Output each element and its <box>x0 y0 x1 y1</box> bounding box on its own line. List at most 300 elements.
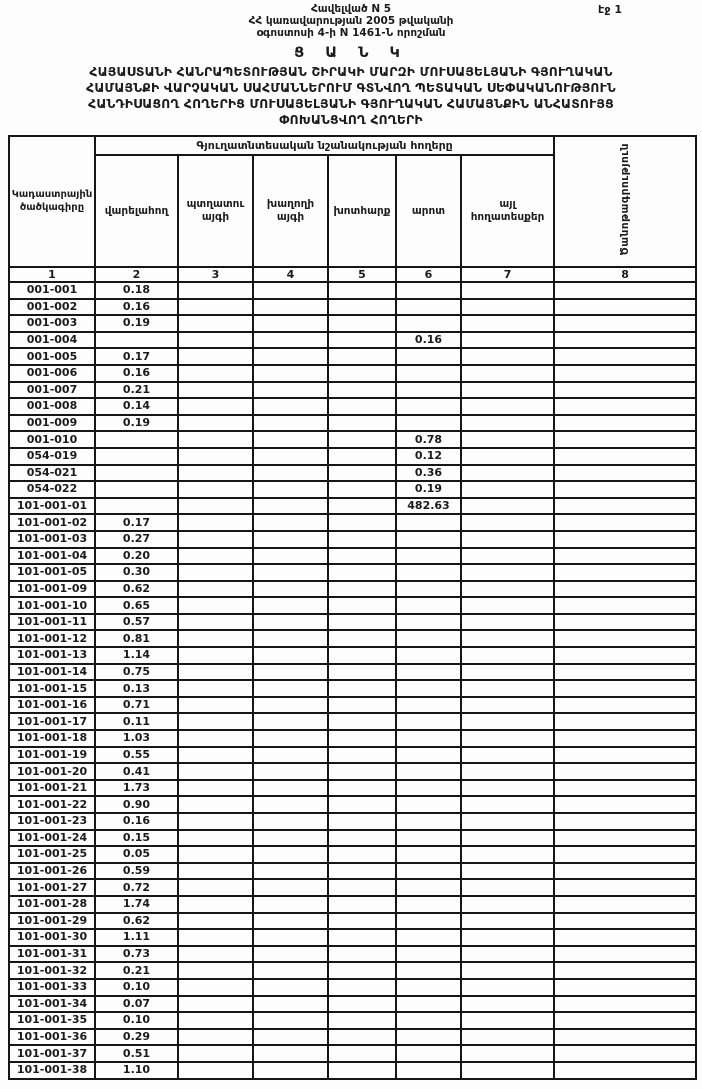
value-cell <box>554 564 696 581</box>
value-cell <box>554 630 696 647</box>
value-cell <box>554 465 696 482</box>
value-cell <box>396 614 461 631</box>
value-cell <box>554 713 696 730</box>
value-cell <box>461 763 554 780</box>
value-cell <box>396 514 461 531</box>
table-row <box>9 1029 696 1046</box>
cadastral-code-cell: 054-021 <box>9 465 95 482</box>
value-cell <box>461 382 554 399</box>
table-row <box>9 564 696 581</box>
value-cell <box>253 448 328 465</box>
value-cell <box>253 896 328 913</box>
cadastral-code-cell: 101-001-01 <box>9 498 95 515</box>
cadastral-code-cell: 101-001-02 <box>9 514 95 531</box>
value-cell <box>396 630 461 647</box>
cadastral-code-cell: 101-001-24 <box>9 830 95 847</box>
cadastral-code-cell: 101-001-21 <box>9 780 95 797</box>
value-cell <box>554 597 696 614</box>
value-cell <box>178 614 253 631</box>
cadastral-code-cell: 101-001-29 <box>9 913 95 930</box>
value-cell: 482.63 <box>396 498 461 515</box>
value-cell: 0.29 <box>95 1029 178 1046</box>
cadastral-code-cell: 001-006 <box>9 365 95 382</box>
value-cell <box>253 697 328 714</box>
cadastral-code-cell: 101-001-20 <box>9 763 95 780</box>
value-cell <box>461 747 554 764</box>
cadastral-code-cell: 101-001-15 <box>9 680 95 697</box>
value-cell <box>554 664 696 681</box>
value-cell <box>461 830 554 847</box>
value-cell <box>328 548 396 565</box>
value-cell <box>554 1012 696 1029</box>
value-cell <box>461 299 554 316</box>
value-cell <box>461 1045 554 1062</box>
value-cell <box>328 946 396 963</box>
value-cell <box>396 398 461 415</box>
value-cell: 0.73 <box>95 946 178 963</box>
value-cell <box>178 863 253 880</box>
value-cell <box>328 415 396 432</box>
value-cell <box>396 581 461 598</box>
table-row <box>9 697 696 714</box>
value-cell <box>178 1045 253 1062</box>
value-cell <box>396 863 461 880</box>
value-cell <box>253 481 328 498</box>
value-cell <box>253 946 328 963</box>
value-cell <box>461 929 554 946</box>
cadastral-code-cell: 001-002 <box>9 299 95 316</box>
value-cell: 0.81 <box>95 630 178 647</box>
value-cell: 0.71 <box>95 697 178 714</box>
value-cell <box>178 979 253 996</box>
value-cell <box>461 431 554 448</box>
value-cell: 0.21 <box>95 962 178 979</box>
value-cell <box>554 946 696 963</box>
value-cell <box>328 382 396 399</box>
value-cell <box>396 713 461 730</box>
value-cell <box>253 929 328 946</box>
value-cell <box>461 597 554 614</box>
appendix-line: Հավելված N 5 <box>310 3 392 15</box>
value-cell <box>396 996 461 1013</box>
value-cell: 1.10 <box>95 1062 178 1079</box>
value-cell <box>396 813 461 830</box>
value-cell <box>253 796 328 813</box>
table-row <box>9 896 696 913</box>
table-row <box>9 498 696 515</box>
value-cell: 0.18 <box>95 282 178 299</box>
value-cell <box>178 713 253 730</box>
value-cell <box>328 448 396 465</box>
table-row <box>9 597 696 614</box>
table-row <box>9 448 696 465</box>
value-cell <box>554 1062 696 1079</box>
value-cell: 0.17 <box>95 348 178 365</box>
value-cell <box>554 415 696 432</box>
value-cell <box>178 581 253 598</box>
value-cell <box>253 647 328 664</box>
value-cell <box>178 929 253 946</box>
value-cell <box>253 282 328 299</box>
value-cell <box>328 680 396 697</box>
cadastral-code-cell: 101-001-32 <box>9 962 95 979</box>
value-cell <box>554 398 696 415</box>
column-number-2: 2 <box>95 267 178 282</box>
value-cell <box>178 913 253 930</box>
value-cell <box>461 531 554 548</box>
column-header-other-lands: այլ հողատեսքեր <box>461 155 554 267</box>
value-cell <box>396 548 461 565</box>
cadastral-code-cell: 101-001-33 <box>9 979 95 996</box>
value-cell <box>178 564 253 581</box>
value-cell: 0.16 <box>95 365 178 382</box>
value-cell <box>253 680 328 697</box>
value-cell <box>396 382 461 399</box>
value-cell <box>178 498 253 515</box>
value-cell <box>554 979 696 996</box>
value-cell <box>396 796 461 813</box>
value-cell <box>178 514 253 531</box>
value-cell <box>253 398 328 415</box>
table-row <box>9 465 696 482</box>
value-cell <box>554 348 696 365</box>
value-cell <box>178 630 253 647</box>
value-cell <box>328 282 396 299</box>
value-cell <box>554 282 696 299</box>
value-cell <box>461 282 554 299</box>
value-cell <box>554 365 696 382</box>
value-cell <box>554 913 696 930</box>
value-cell: 1.14 <box>95 647 178 664</box>
value-cell <box>95 498 178 515</box>
cadastral-code-cell: 101-001-22 <box>9 796 95 813</box>
value-cell <box>95 481 178 498</box>
land-parcels-table <box>8 135 697 1080</box>
cadastral-code-cell: 001-009 <box>9 415 95 432</box>
title-line-1: ՀԱՅԱՍՏԱՆԻ ՀԱՆՐԱՊԵՏՈՒԹՅԱՆ ՇԻՐԱԿԻ ՄԱՐԶԻ ՄՈՒՍԱՅԵԼՅԱՆԻ ԳՅՈՒՂԱԿԱՆ <box>89 65 613 79</box>
value-cell <box>396 299 461 316</box>
table-row <box>9 282 696 299</box>
table-row <box>9 431 696 448</box>
value-cell <box>328 365 396 382</box>
value-cell: 0.05 <box>95 846 178 863</box>
value-cell <box>253 664 328 681</box>
value-cell: 0.90 <box>95 796 178 813</box>
value-cell <box>396 315 461 332</box>
value-cell <box>328 664 396 681</box>
column-number-8: 8 <box>554 267 696 282</box>
value-cell <box>554 481 696 498</box>
table-row <box>9 763 696 780</box>
cadastral-code-cell: 101-001-27 <box>9 879 95 896</box>
value-cell <box>328 830 396 847</box>
value-cell <box>554 299 696 316</box>
value-cell <box>461 1062 554 1079</box>
title-line-2: ՀԱՄԱՅՆՔԻ ՎԱՐՉԱԿԱՆ ՍԱՀՄԱՆՆԵՐՈՒՄ ԳՏՆՎՈՂ ՊԵՏԱԿԱՆ ՍԵՓԱԿԱՆՈՒԹՅՈՒՆ <box>86 81 616 95</box>
cadastral-code-cell: 001-004 <box>9 332 95 349</box>
value-cell <box>396 647 461 664</box>
cadastral-code-cell: 101-001-04 <box>9 548 95 565</box>
value-cell: 0.11 <box>95 713 178 730</box>
cadastral-code-cell: 054-022 <box>9 481 95 498</box>
value-cell <box>396 597 461 614</box>
list-heading: Ց Ա Ն Կ <box>294 45 408 61</box>
value-cell <box>328 962 396 979</box>
page-number: էջ 1 <box>598 3 622 16</box>
value-cell <box>554 763 696 780</box>
value-cell <box>461 780 554 797</box>
value-cell: 0.65 <box>95 597 178 614</box>
value-cell <box>396 747 461 764</box>
value-cell <box>178 680 253 697</box>
value-cell <box>253 431 328 448</box>
table-row <box>9 962 696 979</box>
value-cell: 0.19 <box>95 415 178 432</box>
column-header-hayfield: խոտհարք <box>328 155 396 267</box>
value-cell <box>461 415 554 432</box>
value-cell <box>461 498 554 515</box>
value-cell <box>396 879 461 896</box>
value-cell <box>461 946 554 963</box>
value-cell <box>328 913 396 930</box>
table-row <box>9 415 696 432</box>
cadastral-code-cell: 101-001-14 <box>9 664 95 681</box>
value-cell <box>328 929 396 946</box>
cadastral-code-cell: 101-001-17 <box>9 713 95 730</box>
cadastral-code-cell: 101-001-13 <box>9 647 95 664</box>
value-cell <box>328 730 396 747</box>
cadastral-code-cell: 101-001-36 <box>9 1029 95 1046</box>
value-cell <box>461 581 554 598</box>
cadastral-code-cell: 101-001-38 <box>9 1062 95 1079</box>
value-cell: 0.13 <box>95 680 178 697</box>
value-cell <box>178 548 253 565</box>
value-cell <box>178 382 253 399</box>
value-cell <box>328 846 396 863</box>
value-cell <box>396 962 461 979</box>
value-cell <box>253 614 328 631</box>
value-cell <box>328 1029 396 1046</box>
value-cell <box>554 962 696 979</box>
value-cell <box>396 365 461 382</box>
value-cell <box>253 531 328 548</box>
value-cell <box>328 465 396 482</box>
value-cell <box>178 647 253 664</box>
value-cell <box>328 863 396 880</box>
document-title <box>0 64 702 128</box>
column-header-fruit-orchard: պտղատու այգի <box>178 155 253 267</box>
value-cell <box>328 531 396 548</box>
value-cell: 0.62 <box>95 913 178 930</box>
table-row <box>9 581 696 598</box>
value-cell <box>328 896 396 913</box>
cadastral-code-cell: 101-001-28 <box>9 896 95 913</box>
value-cell: 0.55 <box>95 747 178 764</box>
value-cell <box>554 813 696 830</box>
value-cell <box>461 1012 554 1029</box>
value-cell <box>178 780 253 797</box>
value-cell <box>461 730 554 747</box>
value-cell <box>396 531 461 548</box>
table-row <box>9 514 696 531</box>
value-cell <box>461 664 554 681</box>
table-row <box>9 913 696 930</box>
value-cell: 0.10 <box>95 979 178 996</box>
value-cell <box>554 647 696 664</box>
value-cell: 0.16 <box>95 299 178 316</box>
value-cell: 0.27 <box>95 531 178 548</box>
value-cell <box>396 1012 461 1029</box>
value-cell <box>461 514 554 531</box>
table-row <box>9 713 696 730</box>
table-row <box>9 879 696 896</box>
value-cell <box>554 531 696 548</box>
value-cell <box>178 415 253 432</box>
value-cell <box>178 597 253 614</box>
value-cell <box>461 332 554 349</box>
value-cell <box>554 846 696 863</box>
column-number-5: 5 <box>328 267 396 282</box>
value-cell <box>554 498 696 515</box>
value-cell <box>396 730 461 747</box>
value-cell: 0.19 <box>396 481 461 498</box>
value-cell <box>253 979 328 996</box>
value-cell <box>461 1029 554 1046</box>
cadastral-code-cell: 101-001-05 <box>9 564 95 581</box>
value-cell <box>328 763 396 780</box>
value-cell <box>461 863 554 880</box>
value-cell: 0.72 <box>95 879 178 896</box>
value-cell <box>461 614 554 631</box>
table-row <box>9 863 696 880</box>
table-row <box>9 647 696 664</box>
value-cell <box>253 1029 328 1046</box>
cadastral-code-cell: 001-001 <box>9 282 95 299</box>
value-cell <box>253 780 328 797</box>
value-cell <box>178 879 253 896</box>
value-cell <box>178 730 253 747</box>
table-row <box>9 365 696 382</box>
value-cell <box>554 332 696 349</box>
cadastral-code-cell: 101-001-34 <box>9 996 95 1013</box>
value-cell <box>396 282 461 299</box>
value-cell <box>328 813 396 830</box>
column-number-7: 7 <box>461 267 554 282</box>
value-cell <box>253 962 328 979</box>
table-row <box>9 398 696 415</box>
value-cell <box>178 996 253 1013</box>
value-cell: 0.59 <box>95 863 178 880</box>
column-header-cadastral-code: Կադաստրային ծածկագիրը <box>9 136 95 267</box>
value-cell: 0.07 <box>95 996 178 1013</box>
cadastral-code-cell: 001-005 <box>9 348 95 365</box>
cadastral-code-cell: 101-001-16 <box>9 697 95 714</box>
table-row <box>9 548 696 565</box>
table-row <box>9 531 696 548</box>
column-header-pasture: արոտ <box>396 155 461 267</box>
cadastral-code-cell: 101-001-30 <box>9 929 95 946</box>
value-cell <box>253 315 328 332</box>
value-cell <box>253 299 328 316</box>
value-cell <box>461 879 554 896</box>
cadastral-code-cell: 101-001-10 <box>9 597 95 614</box>
table-row <box>9 382 696 399</box>
note-vertical-label: Ծանոթագրություն <box>618 143 631 256</box>
value-cell <box>554 780 696 797</box>
cadastral-code-cell: 001-007 <box>9 382 95 399</box>
value-cell <box>554 448 696 465</box>
value-cell <box>328 597 396 614</box>
value-cell <box>554 996 696 1013</box>
value-cell <box>253 548 328 565</box>
value-cell <box>396 348 461 365</box>
value-cell <box>178 465 253 482</box>
value-cell <box>554 796 696 813</box>
value-cell <box>396 979 461 996</box>
value-cell: 0.75 <box>95 664 178 681</box>
table-row <box>9 1045 696 1062</box>
value-cell <box>461 846 554 863</box>
value-cell <box>328 647 396 664</box>
cadastral-code-cell: 101-001-12 <box>9 630 95 647</box>
value-cell <box>328 581 396 598</box>
value-cell <box>554 315 696 332</box>
value-cell <box>95 431 178 448</box>
value-cell <box>253 348 328 365</box>
value-cell <box>253 332 328 349</box>
value-cell <box>554 929 696 946</box>
value-cell <box>461 697 554 714</box>
value-cell <box>461 564 554 581</box>
value-cell: 0.12 <box>396 448 461 465</box>
cadastral-code-cell: 101-001-09 <box>9 581 95 598</box>
value-cell <box>328 481 396 498</box>
value-cell <box>554 680 696 697</box>
value-cell <box>328 348 396 365</box>
value-cell <box>178 365 253 382</box>
value-cell: 0.15 <box>95 830 178 847</box>
group-header-agricultural-lands: Գյուղատնտեսական նշանակության հողերը <box>95 136 554 155</box>
value-cell <box>328 315 396 332</box>
value-cell <box>178 896 253 913</box>
value-cell <box>253 365 328 382</box>
value-cell <box>178 481 253 498</box>
column-header-arable: վարելահող <box>95 155 178 267</box>
value-cell <box>328 879 396 896</box>
table-row <box>9 747 696 764</box>
table-row <box>9 664 696 681</box>
value-cell <box>253 382 328 399</box>
value-cell <box>461 315 554 332</box>
value-cell <box>396 1029 461 1046</box>
value-cell <box>554 830 696 847</box>
column-header-note <box>554 136 696 267</box>
cadastral-code-cell: 054-019 <box>9 448 95 465</box>
value-cell <box>328 514 396 531</box>
cadastral-code-cell: 101-001-19 <box>9 747 95 764</box>
value-cell <box>461 713 554 730</box>
table-row <box>9 846 696 863</box>
value-cell <box>328 1045 396 1062</box>
value-cell <box>554 747 696 764</box>
value-cell: 1.73 <box>95 780 178 797</box>
value-cell <box>328 747 396 764</box>
value-cell <box>328 614 396 631</box>
value-cell <box>178 796 253 813</box>
value-cell <box>253 879 328 896</box>
value-cell <box>178 763 253 780</box>
value-cell <box>328 979 396 996</box>
